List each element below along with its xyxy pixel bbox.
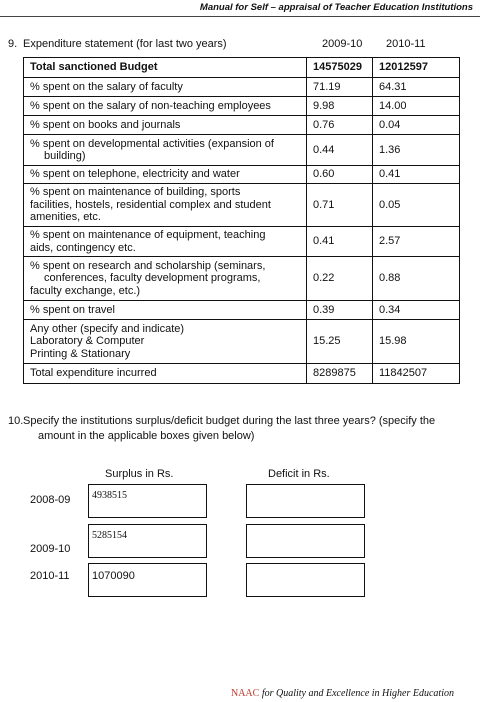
value-2010-11-cell: 11842507 bbox=[373, 364, 460, 384]
expense-item-line: faculty exchange, etc.) bbox=[30, 284, 141, 297]
deficit-column-label: Deficit in Rs. bbox=[268, 468, 330, 480]
expense-item-line: aids, contingency etc. bbox=[30, 241, 136, 254]
year-heading-1: 2009-10 bbox=[322, 38, 363, 50]
year-label-2009-10: 2009-10 bbox=[30, 543, 71, 555]
expense-item-cell bbox=[24, 135, 307, 166]
table-row bbox=[24, 320, 460, 364]
value-2010-11-cell: 15.98 bbox=[373, 320, 460, 364]
value-2009-10-cell: 9.98 bbox=[307, 97, 373, 116]
value-2010-11-cell: 12012597 bbox=[373, 58, 460, 78]
expense-item-line: % spent on telephone, electricity and water bbox=[30, 168, 240, 181]
expense-item-line: % spent on maintenance of building, sports bbox=[30, 186, 241, 199]
question-number: 10. bbox=[8, 415, 24, 427]
table-row bbox=[24, 78, 460, 97]
table-row bbox=[24, 116, 460, 135]
expenditure-table bbox=[23, 57, 460, 384]
expense-item-line: % spent on books and journals bbox=[30, 118, 181, 131]
value-2009-10-cell: 14575029 bbox=[307, 58, 373, 78]
value-2010-11-cell: 0.04 bbox=[373, 116, 460, 135]
expense-item-cell bbox=[24, 166, 307, 184]
value-2010-11-cell: 64.31 bbox=[373, 78, 460, 97]
expense-item-cell bbox=[24, 184, 307, 227]
year-heading-2: 2010-11 bbox=[386, 38, 426, 50]
surplus-value-2009-10: 5285154 bbox=[92, 530, 127, 541]
expense-item-line: Any other (specify and indicate) bbox=[30, 322, 185, 335]
question-number: 9. bbox=[8, 38, 18, 50]
expense-item-line: % spent on developmental activities (expansion of bbox=[30, 137, 274, 150]
table-row bbox=[24, 97, 460, 116]
expense-item-line: Total expenditure incurred bbox=[30, 367, 157, 380]
surplus-column-label: Surplus in Rs. bbox=[105, 468, 174, 480]
question-text: Expenditure statement (for last two years) bbox=[23, 38, 227, 50]
expense-item-line: facilities, hostels, residential complex and student bbox=[30, 198, 271, 211]
expense-item-line: % spent on research and scholarship (seminars, bbox=[30, 259, 266, 272]
value-2009-10-cell: 0.60 bbox=[307, 166, 373, 184]
value-2009-10-cell: 0.22 bbox=[307, 257, 373, 301]
value-2010-11-cell: 0.05 bbox=[373, 184, 460, 227]
expense-item-cell bbox=[24, 78, 307, 97]
value-2010-11-cell: 0.41 bbox=[373, 166, 460, 184]
table-row bbox=[24, 166, 460, 184]
expense-item-line: % spent on the salary of faculty bbox=[30, 80, 183, 93]
value-2009-10-cell: 0.76 bbox=[307, 116, 373, 135]
table-row bbox=[24, 301, 460, 320]
value-2009-10-cell: 71.19 bbox=[307, 78, 373, 97]
table-row bbox=[24, 58, 460, 78]
value-2010-11-cell: 14.00 bbox=[373, 97, 460, 116]
expense-item-line: building) bbox=[44, 150, 86, 162]
expense-item-line: % spent on travel bbox=[30, 303, 115, 316]
surplus-value-2008-09: 4938515 bbox=[92, 490, 127, 501]
surplus-value-2010-11: 1070090 bbox=[92, 570, 135, 582]
expense-item-line: amenities, etc. bbox=[30, 211, 101, 224]
year-label-2008-09: 2008-09 bbox=[30, 494, 71, 506]
expense-item-line: % spent on the salary of non-teaching employees bbox=[30, 99, 271, 112]
expense-item-cell bbox=[24, 257, 307, 301]
table-row bbox=[24, 257, 460, 301]
expense-item-cell bbox=[24, 97, 307, 116]
expense-item-cell bbox=[24, 301, 307, 320]
table-row bbox=[24, 227, 460, 257]
expense-item-cell bbox=[24, 116, 307, 135]
table-row bbox=[24, 364, 460, 384]
expense-item-cell bbox=[24, 227, 307, 257]
expense-item-cell bbox=[24, 364, 307, 384]
running-header: Manual for Self – appraisal of Teacher Education Institutions bbox=[199, 2, 473, 13]
value-2010-11-cell: 0.34 bbox=[373, 301, 460, 320]
expense-item-line: Laboratory & Computer bbox=[30, 335, 145, 348]
expense-item-cell bbox=[24, 58, 307, 78]
table-row bbox=[24, 135, 460, 166]
value-2009-10-cell: 0.41 bbox=[307, 227, 373, 257]
expense-item-cell bbox=[24, 320, 307, 364]
page-footer bbox=[231, 688, 454, 699]
expense-item-line: % spent on maintenance of equipment, teaching bbox=[30, 229, 266, 242]
deficit-box-2008-09[interactable] bbox=[246, 484, 365, 518]
value-2010-11-cell: 2.57 bbox=[373, 227, 460, 257]
header-rule bbox=[0, 16, 480, 17]
value-2010-11-cell: 1.36 bbox=[373, 135, 460, 166]
deficit-box-2010-11[interactable] bbox=[246, 563, 365, 597]
question-text: Specify the institutions surplus/deficit budget during the last three years? (specify the amount in the applicable boxes given below) bbox=[23, 415, 436, 442]
value-2009-10-cell: 0.71 bbox=[307, 184, 373, 227]
footer-tagline: for Quality and Excellence in Higher Education bbox=[261, 688, 454, 699]
value-2009-10-cell: 0.44 bbox=[307, 135, 373, 166]
footer-brand: NAAC bbox=[230, 688, 260, 699]
value-2009-10-cell: 0.39 bbox=[307, 301, 373, 320]
expense-item-line: Printing & Stationary bbox=[30, 347, 131, 360]
value-2010-11-cell: 0.88 bbox=[373, 257, 460, 301]
question-10 bbox=[8, 414, 474, 444]
deficit-box-2009-10[interactable] bbox=[246, 524, 365, 558]
value-2009-10-cell: 8289875 bbox=[307, 364, 373, 384]
year-label-2010-11: 2010-11 bbox=[30, 570, 70, 582]
expense-item-line: Total sanctioned Budget bbox=[30, 61, 158, 74]
table-row bbox=[24, 184, 460, 227]
expense-item-line: conferences, faculty development programs, bbox=[44, 272, 261, 285]
value-2009-10-cell: 15.25 bbox=[307, 320, 373, 364]
